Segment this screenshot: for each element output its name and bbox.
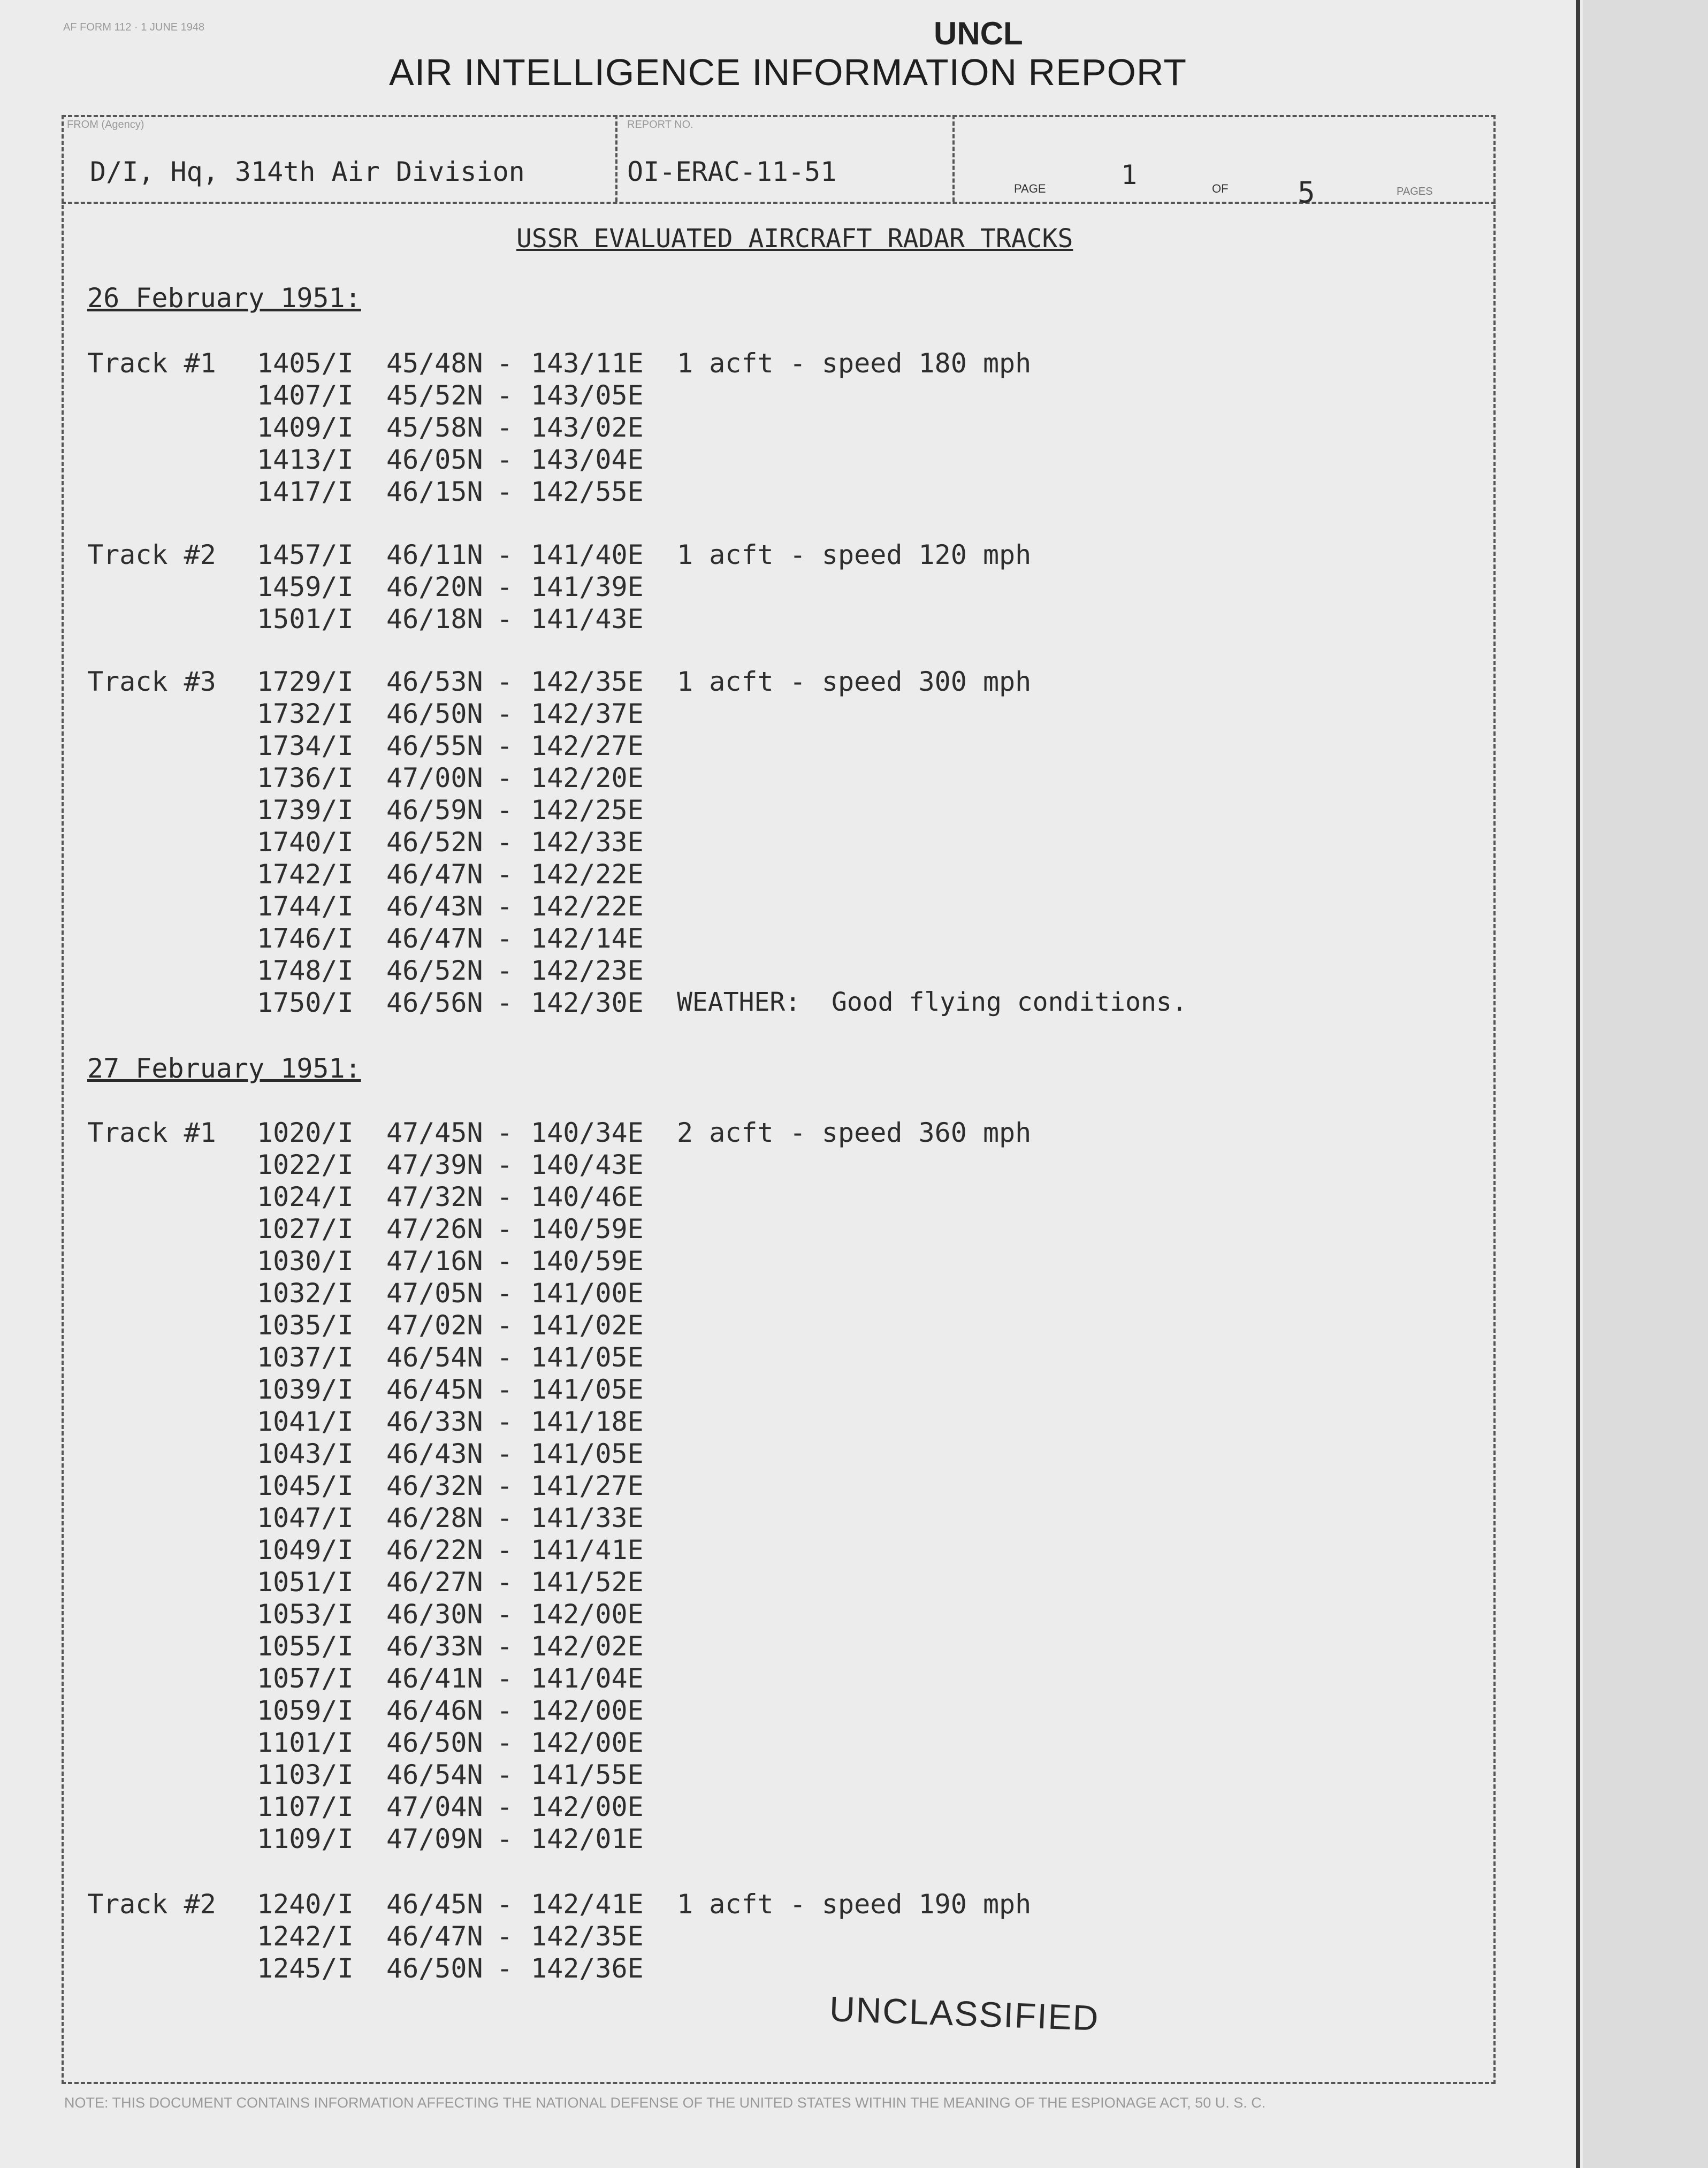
fix-longitude: 143/05E — [531, 380, 644, 411]
fix-time: 1047/I — [257, 1502, 354, 1533]
unclassified-stamp: UNCLASSIFIED — [828, 1989, 1100, 2038]
fix-time: 1729/I — [257, 666, 354, 697]
fix-latitude: 46/54N — [386, 1759, 483, 1790]
track-label: Track #1 — [87, 1117, 216, 1148]
fix-separator: - — [497, 1181, 513, 1212]
of-label: OF — [1212, 182, 1229, 195]
fix-longitude: 142/25E — [531, 795, 644, 826]
header-column-divider — [952, 115, 955, 202]
footer-notice: NOTE: THIS DOCUMENT CONTAINS INFORMATION AFFECTING THE NATIONAL DEFENSE OF THE UNITED STATES WITHIN THE MEANING OF THE ESPIONAGE ACT, 50 U. S. C. — [64, 2095, 1266, 2111]
fix-latitude: 46/33N — [386, 1631, 483, 1662]
fix-separator: - — [497, 604, 513, 635]
fix-latitude: 46/32N — [386, 1470, 483, 1501]
fix-longitude: 142/00E — [531, 1727, 644, 1758]
from-label: FROM (Agency) — [67, 119, 144, 131]
fix-separator: - — [497, 891, 513, 922]
form-revision: AF FORM 112 · 1 JUNE 1948 — [63, 21, 205, 33]
fix-latitude: 46/43N — [386, 891, 483, 922]
fix-latitude: 46/50N — [386, 1727, 483, 1758]
fix-latitude: 47/00N — [386, 762, 483, 793]
fix-latitude: 46/45N — [386, 1889, 483, 1920]
fix-longitude: 140/43E — [531, 1149, 644, 1180]
page-label: PAGE — [1014, 182, 1046, 195]
fix-time: 1750/I — [257, 987, 354, 1018]
fix-separator: - — [497, 1438, 513, 1469]
fix-latitude: 46/30N — [386, 1599, 483, 1630]
fix-latitude: 46/47N — [386, 859, 483, 890]
fix-latitude: 46/56N — [386, 987, 483, 1018]
fix-longitude: 142/02E — [531, 1631, 644, 1662]
fix-time: 1107/I — [257, 1791, 354, 1822]
fix-separator: - — [497, 666, 513, 697]
fix-latitude: 45/58N — [386, 412, 483, 443]
fix-longitude: 141/33E — [531, 1502, 644, 1533]
fix-latitude: 46/50N — [386, 698, 483, 729]
fix-latitude: 46/55N — [386, 730, 483, 761]
fix-longitude: 143/04E — [531, 444, 644, 475]
fix-latitude: 47/09N — [386, 1823, 483, 1854]
fix-separator: - — [497, 1567, 513, 1598]
fix-latitude: 46/11N — [386, 539, 483, 570]
date-heading: 27 February 1951: — [87, 1053, 361, 1084]
fix-time: 1740/I — [257, 827, 354, 858]
fix-separator: - — [497, 1889, 513, 1920]
fix-time: 1053/I — [257, 1599, 354, 1630]
fix-latitude: 46/33N — [386, 1406, 483, 1437]
fix-longitude: 142/22E — [531, 859, 644, 890]
fix-longitude: 141/18E — [531, 1406, 644, 1437]
fix-time: 1051/I — [257, 1567, 354, 1598]
fix-latitude: 46/20N — [386, 571, 483, 602]
fix-time: 1739/I — [257, 795, 354, 826]
fix-time: 1242/I — [257, 1921, 354, 1952]
fix-time: 1413/I — [257, 444, 354, 475]
fix-separator: - — [497, 1759, 513, 1790]
fix-separator: - — [497, 1663, 513, 1694]
fix-time: 1746/I — [257, 923, 354, 954]
fix-time: 1032/I — [257, 1278, 354, 1309]
fix-time: 1027/I — [257, 1213, 354, 1245]
fix-separator: - — [497, 987, 513, 1018]
fix-separator: - — [497, 827, 513, 858]
scan-edge — [1576, 0, 1580, 2168]
fix-separator: - — [497, 1791, 513, 1822]
fix-longitude: 142/27E — [531, 730, 644, 761]
fix-time: 1417/I — [257, 476, 354, 507]
track-note: 2 acft - speed 360 mph — [677, 1117, 1032, 1148]
fix-time: 1049/I — [257, 1535, 354, 1566]
fix-longitude: 142/00E — [531, 1791, 644, 1822]
fix-separator: - — [497, 1470, 513, 1501]
fix-time: 1020/I — [257, 1117, 354, 1148]
fix-time: 1736/I — [257, 762, 354, 793]
fix-longitude: 141/41E — [531, 1535, 644, 1566]
fix-longitude: 142/22E — [531, 891, 644, 922]
fix-latitude: 46/47N — [386, 923, 483, 954]
fix-latitude: 46/43N — [386, 1438, 483, 1469]
fix-separator: - — [497, 1149, 513, 1180]
fix-longitude: 143/11E — [531, 348, 644, 379]
weather-note: WEATHER: Good flying conditions. — [677, 987, 1187, 1017]
fix-longitude: 141/05E — [531, 1374, 644, 1405]
fix-latitude: 46/47N — [386, 1921, 483, 1952]
fix-longitude: 140/59E — [531, 1246, 644, 1277]
fix-longitude: 141/55E — [531, 1759, 644, 1790]
fix-separator: - — [497, 1213, 513, 1245]
fix-longitude: 141/02E — [531, 1310, 644, 1341]
fix-separator: - — [497, 955, 513, 986]
fix-latitude: 47/16N — [386, 1246, 483, 1277]
header-divider — [62, 202, 1496, 204]
fix-time: 1037/I — [257, 1342, 354, 1373]
fix-latitude: 47/02N — [386, 1310, 483, 1341]
fix-separator: - — [497, 1535, 513, 1566]
fix-time: 1501/I — [257, 604, 354, 635]
pages-label: PAGES — [1397, 186, 1433, 197]
fix-time: 1039/I — [257, 1374, 354, 1405]
fix-longitude: 143/02E — [531, 412, 644, 443]
fix-time: 1059/I — [257, 1695, 354, 1726]
fix-separator: - — [497, 1631, 513, 1662]
fix-latitude: 46/53N — [386, 666, 483, 697]
fix-time: 1024/I — [257, 1181, 354, 1212]
top-classification-mark: UNCL — [934, 16, 1023, 51]
page-number: 1 — [1121, 159, 1138, 190]
fix-time: 1041/I — [257, 1406, 354, 1437]
fix-longitude: 140/59E — [531, 1213, 644, 1245]
fix-time: 1744/I — [257, 891, 354, 922]
fix-time: 1409/I — [257, 412, 354, 443]
fix-latitude: 46/28N — [386, 1502, 483, 1533]
fix-longitude: 142/41E — [531, 1889, 644, 1920]
fix-separator: - — [497, 571, 513, 602]
fix-time: 1742/I — [257, 859, 354, 890]
fix-separator: - — [497, 539, 513, 570]
fix-separator: - — [497, 795, 513, 826]
fix-time: 1407/I — [257, 380, 354, 411]
fix-longitude: 142/20E — [531, 762, 644, 793]
track-note: 1 acft - speed 190 mph — [677, 1889, 1032, 1920]
fix-time: 1035/I — [257, 1310, 354, 1341]
fix-longitude: 142/23E — [531, 955, 644, 986]
fix-time: 1057/I — [257, 1663, 354, 1694]
fix-latitude: 46/46N — [386, 1695, 483, 1726]
fix-longitude: 140/34E — [531, 1117, 644, 1148]
fix-separator: - — [497, 1342, 513, 1373]
form-title: AIR INTELLIGENCE INFORMATION REPORT — [389, 51, 1187, 93]
fix-time: 1109/I — [257, 1823, 354, 1854]
fix-longitude: 142/33E — [531, 827, 644, 858]
fix-separator: - — [497, 444, 513, 475]
fix-separator: - — [497, 1502, 513, 1533]
track-label: Track #2 — [87, 1889, 216, 1920]
fix-longitude: 142/30E — [531, 987, 644, 1018]
fix-latitude: 46/41N — [386, 1663, 483, 1694]
fix-latitude: 46/52N — [386, 955, 483, 986]
fix-separator: - — [497, 1727, 513, 1758]
fix-time: 1748/I — [257, 955, 354, 986]
fix-time: 1022/I — [257, 1149, 354, 1180]
fix-latitude: 46/45N — [386, 1374, 483, 1405]
fix-time: 1734/I — [257, 730, 354, 761]
fix-latitude: 47/04N — [386, 1791, 483, 1822]
fix-separator: - — [497, 1310, 513, 1341]
fix-time: 1405/I — [257, 348, 354, 379]
track-note: 1 acft - speed 180 mph — [677, 348, 1032, 379]
fix-latitude: 47/45N — [386, 1117, 483, 1148]
fix-time: 1045/I — [257, 1470, 354, 1501]
page-count: 5 — [1298, 175, 1315, 209]
fix-separator: - — [497, 762, 513, 793]
fix-separator: - — [497, 412, 513, 443]
fix-time: 1457/I — [257, 539, 354, 570]
from-value: D/I, Hq, 314th Air Division — [90, 156, 525, 187]
header-column-divider — [615, 115, 617, 202]
fix-separator: - — [497, 923, 513, 954]
fix-latitude: 47/39N — [386, 1149, 483, 1180]
track-note: 1 acft - speed 300 mph — [677, 666, 1032, 697]
fix-longitude: 141/27E — [531, 1470, 644, 1501]
document-title: USSR EVALUATED AIRCRAFT RADAR TRACKS — [516, 224, 1073, 254]
fix-separator: - — [497, 1695, 513, 1726]
fix-separator: - — [497, 348, 513, 379]
fix-longitude: 142/14E — [531, 923, 644, 954]
report-number: OI-ERAC-11-51 — [627, 156, 837, 187]
fix-latitude: 46/05N — [386, 444, 483, 475]
fix-longitude: 142/35E — [531, 666, 644, 697]
fix-longitude: 142/00E — [531, 1599, 644, 1630]
track-label: Track #2 — [87, 539, 216, 570]
fix-longitude: 142/35E — [531, 1921, 644, 1952]
fix-separator: - — [497, 698, 513, 729]
fix-separator: - — [497, 1599, 513, 1630]
fix-latitude: 47/32N — [386, 1181, 483, 1212]
fix-longitude: 141/52E — [531, 1567, 644, 1598]
fix-latitude: 46/54N — [386, 1342, 483, 1373]
fix-longitude: 141/05E — [531, 1342, 644, 1373]
fix-separator: - — [497, 1374, 513, 1405]
fix-time: 1459/I — [257, 571, 354, 602]
fix-separator: - — [497, 1406, 513, 1437]
fix-time: 1103/I — [257, 1759, 354, 1790]
fix-time: 1732/I — [257, 698, 354, 729]
track-label: Track #3 — [87, 666, 216, 697]
fix-longitude: 141/43E — [531, 604, 644, 635]
fix-separator: - — [497, 1953, 513, 1984]
fix-separator: - — [497, 1117, 513, 1148]
fix-time: 1043/I — [257, 1438, 354, 1469]
fix-latitude: 47/26N — [386, 1213, 483, 1245]
fix-latitude: 46/15N — [386, 476, 483, 507]
fix-latitude: 46/18N — [386, 604, 483, 635]
fix-separator: - — [497, 1823, 513, 1854]
fix-separator: - — [497, 1921, 513, 1952]
fix-longitude: 141/04E — [531, 1663, 644, 1694]
fix-separator: - — [497, 1278, 513, 1309]
fix-longitude: 142/55E — [531, 476, 644, 507]
track-note: 1 acft - speed 120 mph — [677, 539, 1032, 570]
track-label: Track #1 — [87, 348, 216, 379]
fix-latitude: 45/52N — [386, 380, 483, 411]
fix-separator: - — [497, 859, 513, 890]
fix-separator: - — [497, 1246, 513, 1277]
fix-longitude: 142/37E — [531, 698, 644, 729]
fix-latitude: 46/27N — [386, 1567, 483, 1598]
fix-longitude: 141/39E — [531, 571, 644, 602]
date-heading: 26 February 1951: — [87, 283, 361, 314]
fix-longitude: 142/01E — [531, 1823, 644, 1854]
fix-time: 1030/I — [257, 1246, 354, 1277]
fix-longitude: 140/46E — [531, 1181, 644, 1212]
fix-time: 1101/I — [257, 1727, 354, 1758]
fix-latitude: 46/59N — [386, 795, 483, 826]
fix-separator: - — [497, 380, 513, 411]
scan-margin — [1583, 0, 1708, 2168]
fix-time: 1240/I — [257, 1889, 354, 1920]
fix-latitude: 46/22N — [386, 1535, 483, 1566]
fix-separator: - — [497, 730, 513, 761]
fix-latitude: 47/05N — [386, 1278, 483, 1309]
report-no-label: REPORT NO. — [627, 119, 693, 131]
fix-latitude: 46/50N — [386, 1953, 483, 1984]
fix-separator: - — [497, 476, 513, 507]
fix-latitude: 46/52N — [386, 827, 483, 858]
fix-longitude: 142/00E — [531, 1695, 644, 1726]
fix-longitude: 141/00E — [531, 1278, 644, 1309]
fix-longitude: 141/05E — [531, 1438, 644, 1469]
fix-longitude: 141/40E — [531, 539, 644, 570]
fix-longitude: 142/36E — [531, 1953, 644, 1984]
fix-time: 1055/I — [257, 1631, 354, 1662]
fix-latitude: 45/48N — [386, 348, 483, 379]
fix-time: 1245/I — [257, 1953, 354, 1984]
